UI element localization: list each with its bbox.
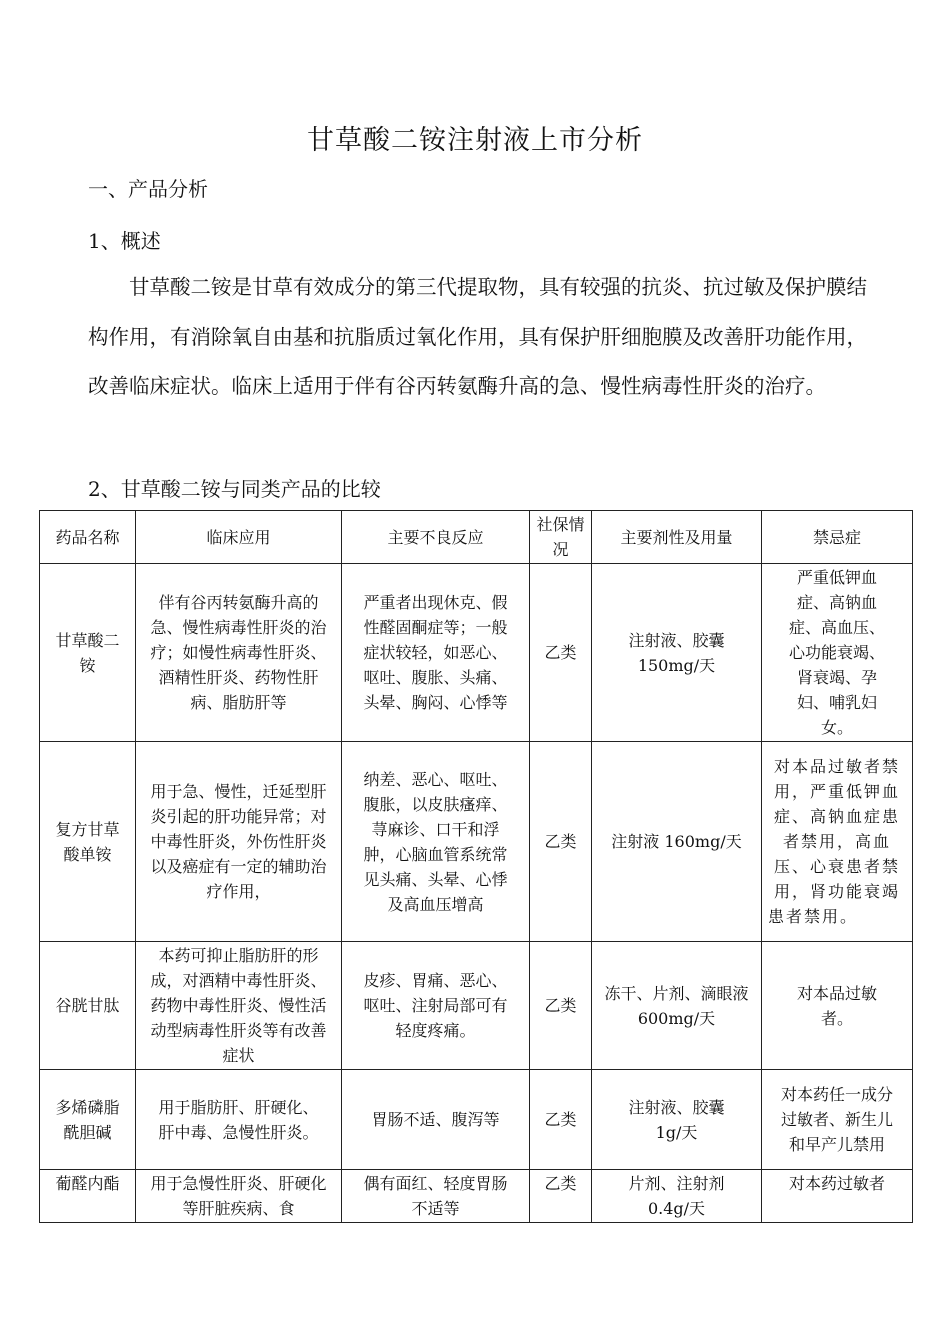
cell-drug-name: 多烯磷脂酰胆碱 [40, 1070, 136, 1170]
cell-clinical-use: 用于急慢性肝炎、肝硬化等肝脏疾病、食 [136, 1170, 342, 1223]
table-row [40, 1070, 913, 1170]
cell-adverse-reactions: 严重者出现休克、假性醛固酮症等；一般症状较轻，如恶心、呕吐、腹胀、头痛、头晕、胸闷、心悸等 [342, 564, 530, 742]
table-row [40, 742, 913, 942]
header-clinical-use: 临床应用 [136, 511, 342, 564]
cell-dosage: 注射液 160mg/天 [592, 742, 762, 942]
cell-clinical-use: 本药可抑止脂肪肝的形成，对酒精中毒性肝炎、药物中毒性肝炎、慢性活动型病毒性肝炎等有改善症状 [136, 942, 342, 1070]
cell-insurance: 乙类 [530, 1070, 592, 1170]
header-insurance: 社保情况 [530, 511, 592, 564]
cell-drug-name: 葡醛内酯 [40, 1170, 136, 1223]
table-row [40, 942, 913, 1070]
cell-contraindications: 对本药过敏者 [762, 1170, 913, 1223]
overview-paragraph [88, 263, 878, 412]
cell-dosage: 注射液、胶囊 1g/天 [592, 1070, 762, 1170]
cell-adverse-reactions: 纳差、恶心、呕吐、腹胀，以皮肤瘙痒、荨麻诊、口干和浮肿，心脑血管系统常见头痛、头晕、心悸及高血压增高 [342, 742, 530, 942]
cell-drug-name: 复方甘草酸单铵 [40, 742, 136, 942]
section-heading-product-analysis: 一、产品分析 [88, 177, 208, 201]
subsection-heading-comparison: 2、甘草酸二铵与同类产品的比较 [88, 477, 381, 501]
cell-dosage: 冻干、片剂、滴眼液 600mg/天 [592, 942, 762, 1070]
overview-text: 甘草酸二铵是甘草有效成分的第三代提取物，具有较强的抗炎、抗过敏及保护膜结构作用，有消除氧自由基和抗脂质过氧化作用，具有保护肝细胞膜及改善肝功能作用，改善临床症状。临床上适用于伴有谷丙转氨酶升高的急、慢性病毒性肝炎的治疗。 [88, 275, 867, 398]
header-adverse-reactions: 主要不良反应 [342, 511, 530, 564]
cell-dosage: 注射液、胶囊 150mg/天 [592, 564, 762, 742]
cell-dosage: 片剂、注射剂 0.4g/天 [592, 1170, 762, 1223]
comparison-table [39, 510, 913, 1223]
table-row [40, 564, 913, 742]
table-header-row [40, 511, 913, 564]
cell-clinical-use: 伴有谷丙转氨酶升高的急、慢性病毒性肝炎的治疗；如慢性病毒性肝炎、酒精性肝炎、药物性肝病、脂肪肝等 [136, 564, 342, 742]
cell-insurance: 乙类 [530, 564, 592, 742]
cell-clinical-use: 用于脂肪肝、肝硬化、肝中毒、急慢性肝炎。 [136, 1070, 342, 1170]
cell-insurance: 乙类 [530, 1170, 592, 1223]
header-drug-name: 药品名称 [40, 511, 136, 564]
cell-contraindications: 对本品过敏者。 [762, 942, 913, 1070]
cell-contraindications: 对本药任一成分过敏者、新生儿和早产儿禁用 [762, 1070, 913, 1170]
cell-contraindications: 对本品过敏者禁用，严重低钾血症、高钠血症患者禁用，高血压、心衰患者禁用，肾功能衰竭患者禁用。 [762, 742, 913, 942]
cell-adverse-reactions: 胃肠不适、腹泻等 [342, 1070, 530, 1170]
header-dosage: 主要剂性及用量 [592, 511, 762, 564]
header-contraindications: 禁忌症 [762, 511, 913, 564]
cell-adverse-reactions: 偶有面红、轻度胃肠不适等 [342, 1170, 530, 1223]
subsection-heading-overview: 1、概述 [88, 229, 161, 253]
cell-drug-name: 谷胱甘肽 [40, 942, 136, 1070]
cell-adverse-reactions: 皮疹、胃痛、恶心、呕吐、注射局部可有轻度疼痛。 [342, 942, 530, 1070]
cell-contraindications: 严重低钾血症、高钠血症、高血压、心功能衰竭、肾衰竭、孕妇、哺乳妇女。 [762, 564, 913, 742]
cell-clinical-use: 用于急、慢性，迁延型肝炎引起的肝功能异常；对中毒性肝炎，外伤性肝炎以及癌症有一定的辅助治疗作用， [136, 742, 342, 942]
cell-insurance: 乙类 [530, 942, 592, 1070]
document-title: 甘草酸二铵注射液上市分析 [307, 125, 643, 156]
cell-insurance: 乙类 [530, 742, 592, 942]
table-row [40, 1170, 913, 1223]
cell-drug-name: 甘草酸二铵 [40, 564, 136, 742]
